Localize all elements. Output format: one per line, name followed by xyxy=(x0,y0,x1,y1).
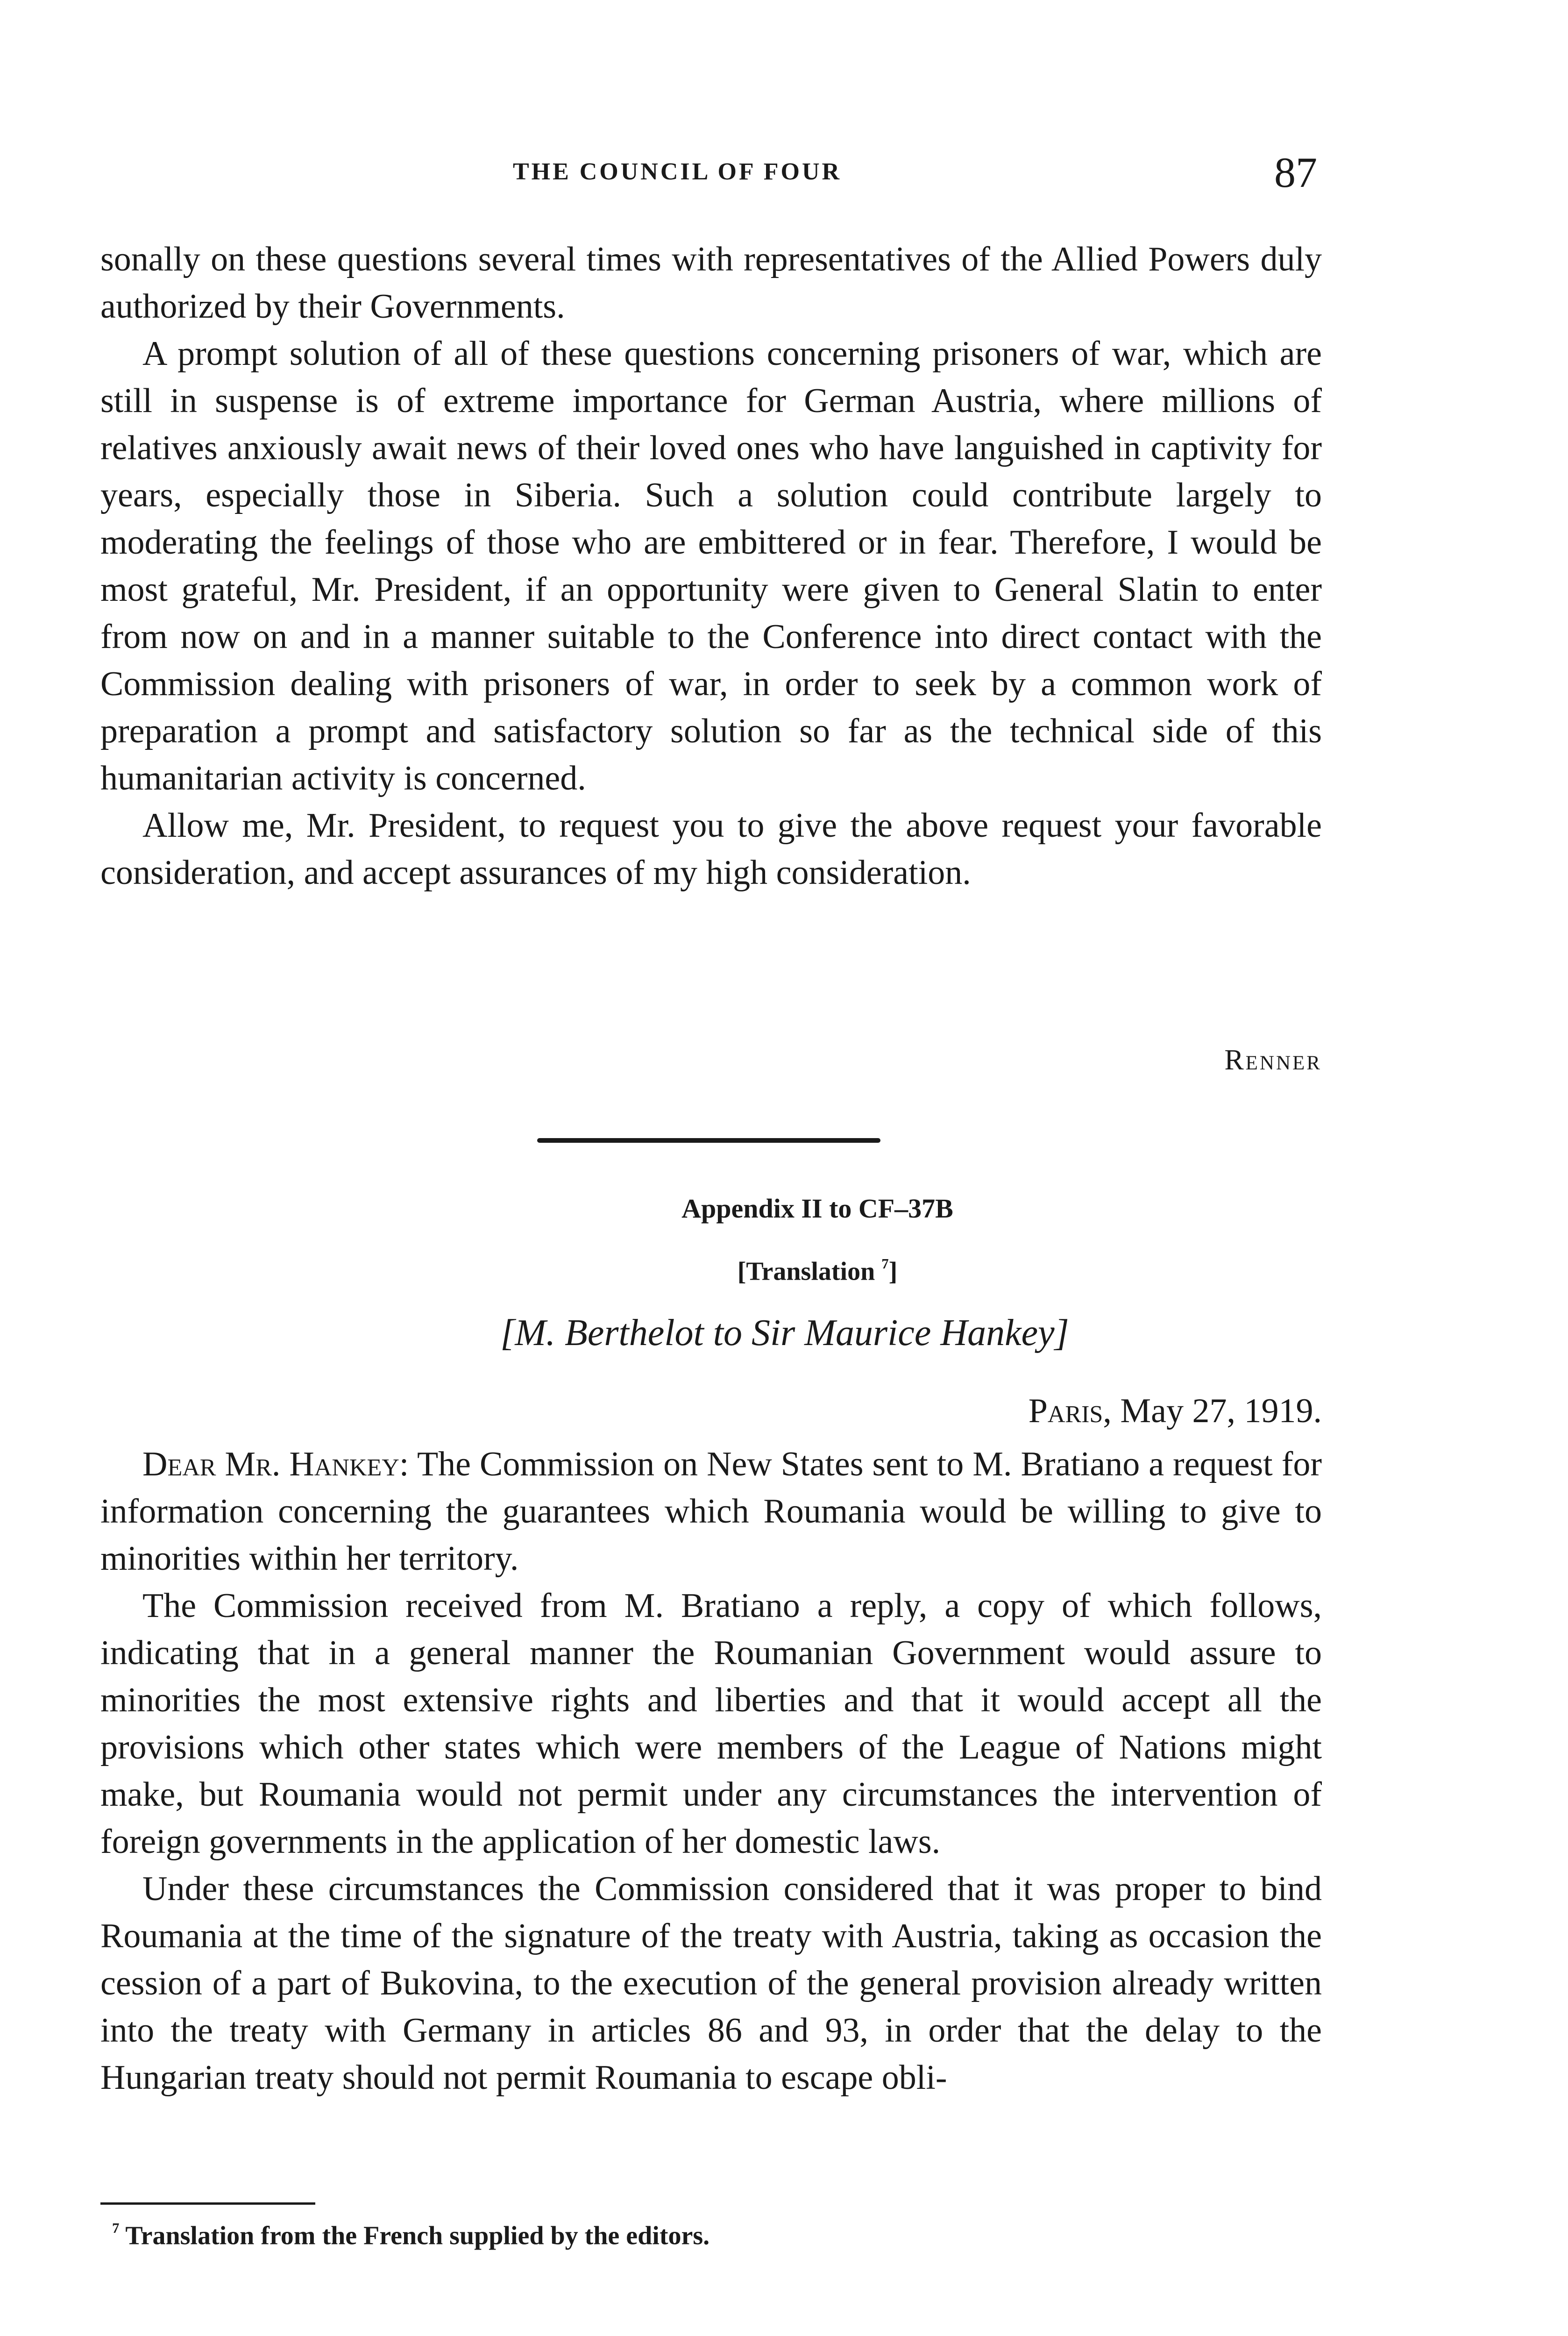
footnote-divider xyxy=(100,2202,315,2205)
letter-body xyxy=(100,236,1322,897)
appendix-letter-body xyxy=(100,1441,1322,2101)
translation-label: [Translation xyxy=(737,1257,875,1286)
footnote xyxy=(112,2220,1140,2251)
translation-close: ] xyxy=(888,1257,898,1286)
paragraph: Under these circumstances the Commission considered that it was proper to bind Roumania at the time of the signature of the treaty with Austria, taking as occasion the cession of a part of Bukovina, to the execution of the general provision already written into the treaty with Germany in articles 86 and 93, in order that the delay to the Hungarian treaty should not permit Roumania to escape obli- xyxy=(100,1870,1322,2097)
dateline-date: May 27, 1919. xyxy=(1120,1392,1322,1430)
paragraph-text: The Commission on New States sent to M. Bratiano a request for information concerning the guarantees which Roumania would be willing to give to minorities within her territory. xyxy=(100,1445,1322,1578)
paragraph: The Commission received from M. Bratiano a reply, a copy of which follows, indicating that in a general manner the Roumanian Government would assure to minorities the most extensive rights and liberties and that it would accept all the provisions which other states which were members of the League of Nations might make, but Roumania would not permit under any circumstances the intervention of foreign governments in the application of her domestic laws. xyxy=(100,1587,1322,1861)
salutation: Dear Mr. Hankey: xyxy=(142,1445,409,1483)
dateline xyxy=(887,1391,1322,1431)
letter-heading: [M. Berthelot to Sir Maurice Hankey] xyxy=(500,1312,1069,1353)
dateline-place: Paris, xyxy=(1028,1392,1112,1430)
footnote-marker: 7 xyxy=(112,2220,120,2236)
paragraph: sonally on these questions several times with representatives of the Allied Powers duly authorized by their Governments. xyxy=(100,240,1322,326)
page-number: 87 xyxy=(1274,149,1317,196)
footnote-text: Translation from the French supplied by the editors. xyxy=(125,2221,710,2251)
signature: Renner xyxy=(1224,1044,1322,1076)
appendix-title: Appendix II to CF–37B xyxy=(681,1193,953,1224)
translation-note xyxy=(467,1256,1168,1287)
footnote-ref: 7 xyxy=(881,1256,889,1272)
running-header-title: THE COUNCIL OF FOUR xyxy=(512,158,842,185)
paragraph: A prompt solution of all of these questions concerning prisoners of war, which are still in suspense is of extreme importance for German Austria, where millions of relatives anxiously await news of their loved ones who have languished in captivity for years, especially those in Siberia. Such a solution could contribute largely to moderating the feelings of those who are embittered or in fear. Therefore, I would be most grateful, Mr. President, if an opportunity were given to General Slatin to enter from now on and in a manner suitable to the Conference into direct contact with the Commission dealing with prisoners of war, in order to seek by a common work of preparation a prompt and satisfactory solution so far as the technical side of this humanitarian activity is concerned. xyxy=(100,335,1322,798)
paragraph: Allow me, Mr. President, to request you to give the above request your favorable consideration, and accept assurances of my high consideration. xyxy=(100,806,1322,892)
section-divider xyxy=(537,1138,880,1143)
paragraph xyxy=(100,1441,1322,1582)
